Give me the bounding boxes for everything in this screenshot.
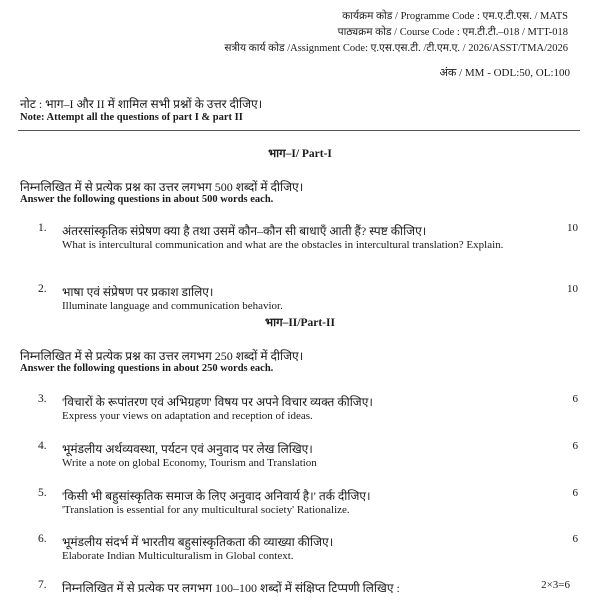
question-hindi: अंतरसांस्कृतिक संप्रेषण क्या है तथा उसमें कौन–कौन सी बाधाएँ आती हैं? स्पष्ट कीजिए।	[62, 224, 427, 238]
question-marks: 6	[572, 487, 578, 499]
question-english: Elaborate Indian Multiculturalism in Global context.	[62, 550, 294, 562]
programme-code: कार्यक्रम कोड / Programme Code : एम.ए.टी.एस. / MATS	[342, 11, 568, 22]
question-number: 4.	[38, 440, 47, 452]
question-number: 1.	[38, 222, 47, 234]
part2-instruction-english: Answer the following questions in about 250 words each.	[20, 363, 274, 374]
question-number: 2.	[38, 283, 47, 295]
part1-heading: भाग–I/ Part-I	[268, 148, 332, 160]
question-number: 5.	[38, 487, 47, 499]
question-marks: 6	[572, 393, 578, 405]
question-english: 'Translation is essential for any multicultural society' Rationalize.	[62, 504, 350, 516]
question-marks: 6	[572, 533, 578, 545]
assignment-code: सत्रीय कार्य कोड /Assignment Code: ए.एस.एस.टी. /टी.एम.ए. / 2026/ASST/TMA/2026	[224, 43, 568, 54]
note-english: Note: Attempt all the questions of part I & part II	[20, 112, 243, 123]
question-hindi: निम्नलिखित में से प्रत्येक पर लगभग 100–100 शब्दों में संक्षिप्त टिप्पणी लिखिए :	[62, 581, 400, 595]
question-english: What is intercultural communication and what are the obstacles in intercultural translation? Explain.	[62, 239, 504, 251]
note-hindi: नोट : भाग–I और II में शामिल सभी प्रश्नों के उत्तर दीजिए।	[20, 97, 263, 111]
part2-heading: भाग–II/Part-II	[265, 317, 335, 329]
question-english: Express your views on adaptation and reception of ideas.	[62, 410, 313, 422]
divider	[18, 130, 580, 131]
question-marks: 6	[572, 440, 578, 452]
part1-instruction-english: Answer the following questions in about 500 words each.	[20, 194, 274, 205]
question-number: 7.	[38, 579, 47, 591]
question-hindi: 'किसी भी बहुसांस्कृतिक समाज के लिए अनुवाद अनिवार्य है।' तर्क दीजिए।	[62, 489, 371, 503]
question-number: 3.	[38, 393, 47, 405]
part2-instruction-hindi: निम्नलिखित में से प्रत्येक प्रश्न का उत्तर लगभग 250 शब्दों में दीजिए।	[20, 349, 304, 363]
course-code: पाठ्यक्रम कोड / Course Code : एम.टी.टी.–018 / MTT-018	[337, 27, 568, 38]
part1-instruction-hindi: निम्नलिखित में से प्रत्येक प्रश्न का उत्तर लगभग 500 शब्दों में दीजिए।	[20, 180, 304, 194]
question-hindi: 'विचारों के रूपांतरण एवं अभिग्रहण' विषय पर अपने विचार व्यक्त कीजिए।	[62, 395, 373, 409]
question-number: 6.	[38, 533, 47, 545]
question-english: Illuminate language and communication behavior.	[62, 300, 283, 312]
question-marks: 10	[567, 222, 578, 234]
question-hindi: भाषा एवं संप्रेषण पर प्रकाश डालिए।	[62, 285, 214, 299]
question-hindi: भूमंडलीय अर्थव्यवस्था, पर्यटन एवं अनुवाद पर लेख लिखिए।	[62, 442, 313, 456]
question-marks: 2×3=6	[541, 579, 570, 591]
question-english: Write a note on global Economy, Tourism and Translation	[62, 457, 317, 469]
question-hindi: भूमंडलीय संदर्भ में भारतीय बहुसांस्कृतिकता की व्याख्या कीजिए।	[62, 535, 334, 549]
question-marks: 10	[567, 283, 578, 295]
max-marks: अंक / MM - ODL:50, OL:100	[439, 67, 570, 79]
